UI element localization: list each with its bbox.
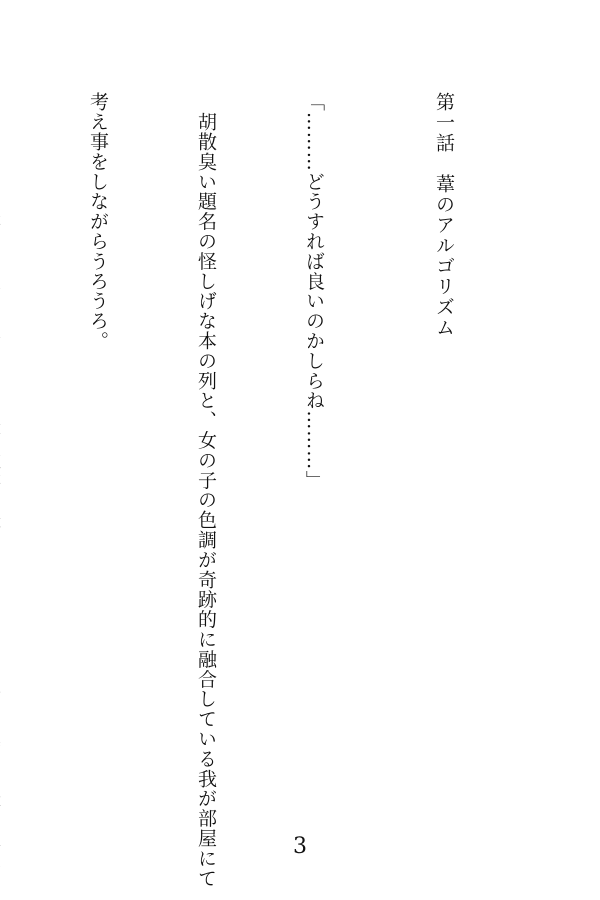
chapter-title: 第一話 葦のアルゴリズム <box>433 92 455 338</box>
vertical-text-block <box>0 92 534 888</box>
text-line <box>0 92 8 772</box>
text-line: 考え事をしながらうろうろ。 <box>87 92 109 351</box>
text-line: 「………どうすれば良いのかしらね………」 <box>303 92 325 490</box>
text-line: 胡散臭い題名の怪しげな本の列と、女の子の色調が奇跡的に融合している我が部屋にて <box>195 92 217 888</box>
page-number: 3 <box>293 834 307 859</box>
